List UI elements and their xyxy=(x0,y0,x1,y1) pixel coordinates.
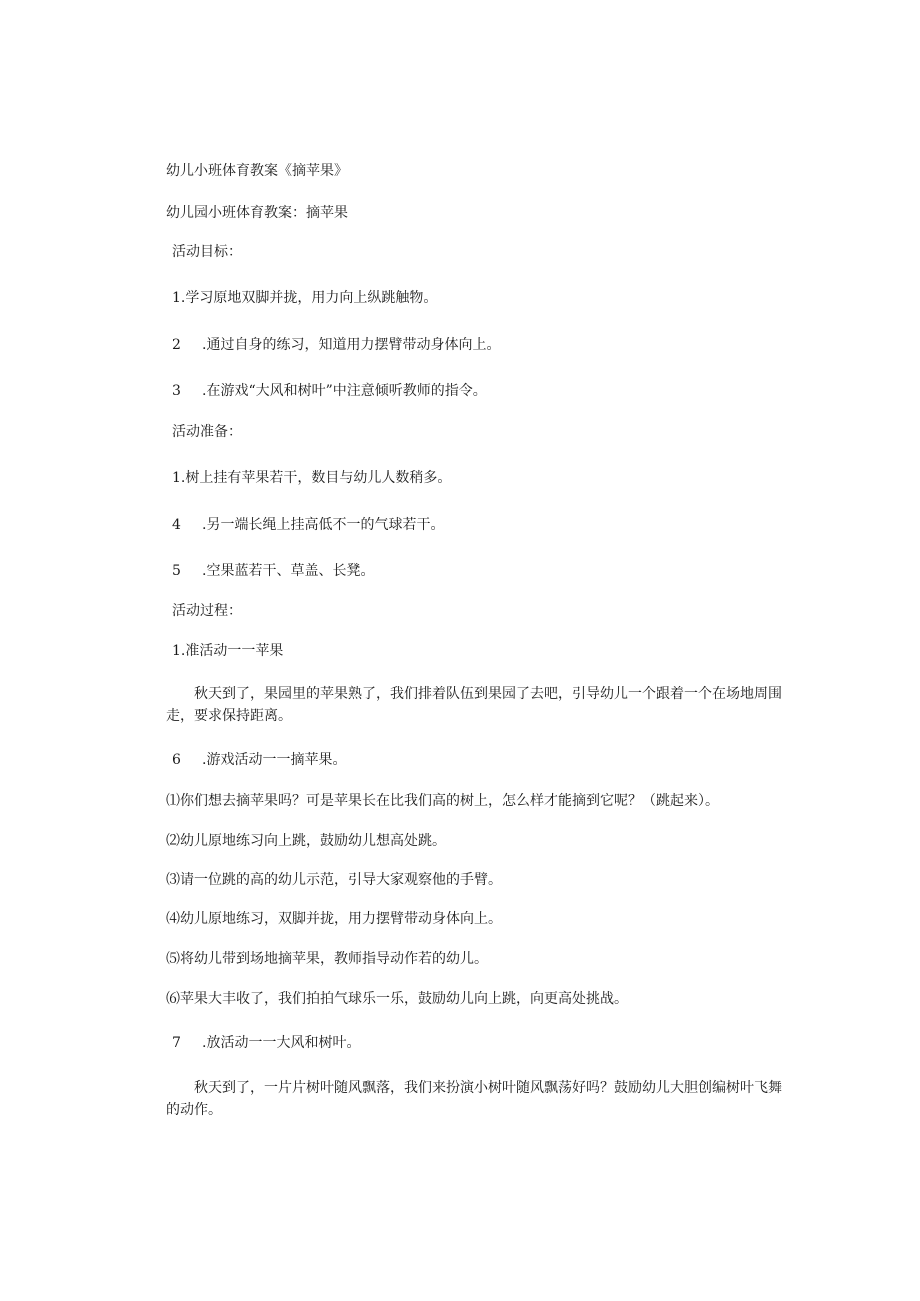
process-step-text: .游戏活动一一摘苹果。 xyxy=(202,752,347,768)
prep-heading: 活动准备： xyxy=(172,424,242,440)
substep-item-3: ⑶请一位跳的高的幼儿示范，引导大家观察他的手臂。 xyxy=(166,872,502,888)
prep-item-number: 5 xyxy=(172,563,181,579)
process-step-1: 1.准活动一一苹果 xyxy=(172,643,284,659)
prep-item-3 xyxy=(172,562,374,580)
prep-item-text: .另一端长绳上挂高低不一的气球若干。 xyxy=(202,517,445,533)
process-step-number: 6 xyxy=(172,752,181,768)
process-step-2 xyxy=(172,751,346,769)
document-subtitle: 幼儿园小班体育教案：摘苹果 xyxy=(166,205,348,221)
substep-item-1: ⑴你们想去摘苹果吗？可是苹果长在比我们高的树上，怎么样才能摘到它呢？（跳起来）。 xyxy=(166,793,719,809)
process-step-3 xyxy=(172,1034,360,1052)
substep-item-6: ⑹苹果大丰收了，我们拍拍气球乐一乐，鼓励幼儿向上跳，向更高处挑战。 xyxy=(166,991,628,1007)
goals-heading: 活动目标： xyxy=(172,244,242,260)
prep-item-1 xyxy=(172,469,451,487)
goal-item-text: .通过自身的练习，知道用力摆臂带动身体向上。 xyxy=(202,337,501,353)
goal-item-text: 1.学习原地双脚并拢，用力向上纵跳触物。 xyxy=(172,290,438,306)
goal-item-number: 2 xyxy=(172,337,181,353)
process-step-3-description: 秋天到了，一片片树叶随风飘落，我们来扮演小树叶随风飘荡好吗？鼓励幼儿大胆创编树叶飞舞的动作。 xyxy=(166,1080,782,1118)
goal-item-3 xyxy=(172,382,487,400)
prep-item-text: 1.树上挂有苹果若干，数目与幼儿人数稍多。 xyxy=(172,470,452,486)
process-step-number: 7 xyxy=(172,1035,181,1051)
process-step-1-description: 秋天到了，果园里的苹果熟了，我们排着队伍到果园了去吧，引导幼儿一个跟着一个在场地周围走，要求保持距离。 xyxy=(166,686,782,724)
prep-item-number: 4 xyxy=(172,517,181,533)
substep-item-2: ⑵幼儿原地练习向上跳，鼓励幼儿想高处跳。 xyxy=(166,833,446,849)
substep-item-5: ⑸将幼儿带到场地摘苹果，教师指导动作若的幼儿。 xyxy=(166,951,488,967)
document-title: 幼儿小班体育教案《摘苹果》 xyxy=(166,163,348,179)
process-heading: 活动过程： xyxy=(172,603,242,619)
goal-item-1 xyxy=(172,289,437,307)
goal-item-number: 3 xyxy=(172,383,181,399)
prep-item-2 xyxy=(172,516,444,534)
goal-item-2 xyxy=(172,336,500,354)
goal-item-text: .在游戏“大风和树叶”中注意倾听教师的指令。 xyxy=(202,383,487,399)
prep-item-text: .空果蓝若干、草盖、长凳。 xyxy=(202,563,375,579)
substep-item-4: ⑷幼儿原地练习，双脚并拢，用力摆臂带动身体向上。 xyxy=(166,911,502,927)
process-step-text: .放活动一一大风和树叶。 xyxy=(202,1035,361,1051)
